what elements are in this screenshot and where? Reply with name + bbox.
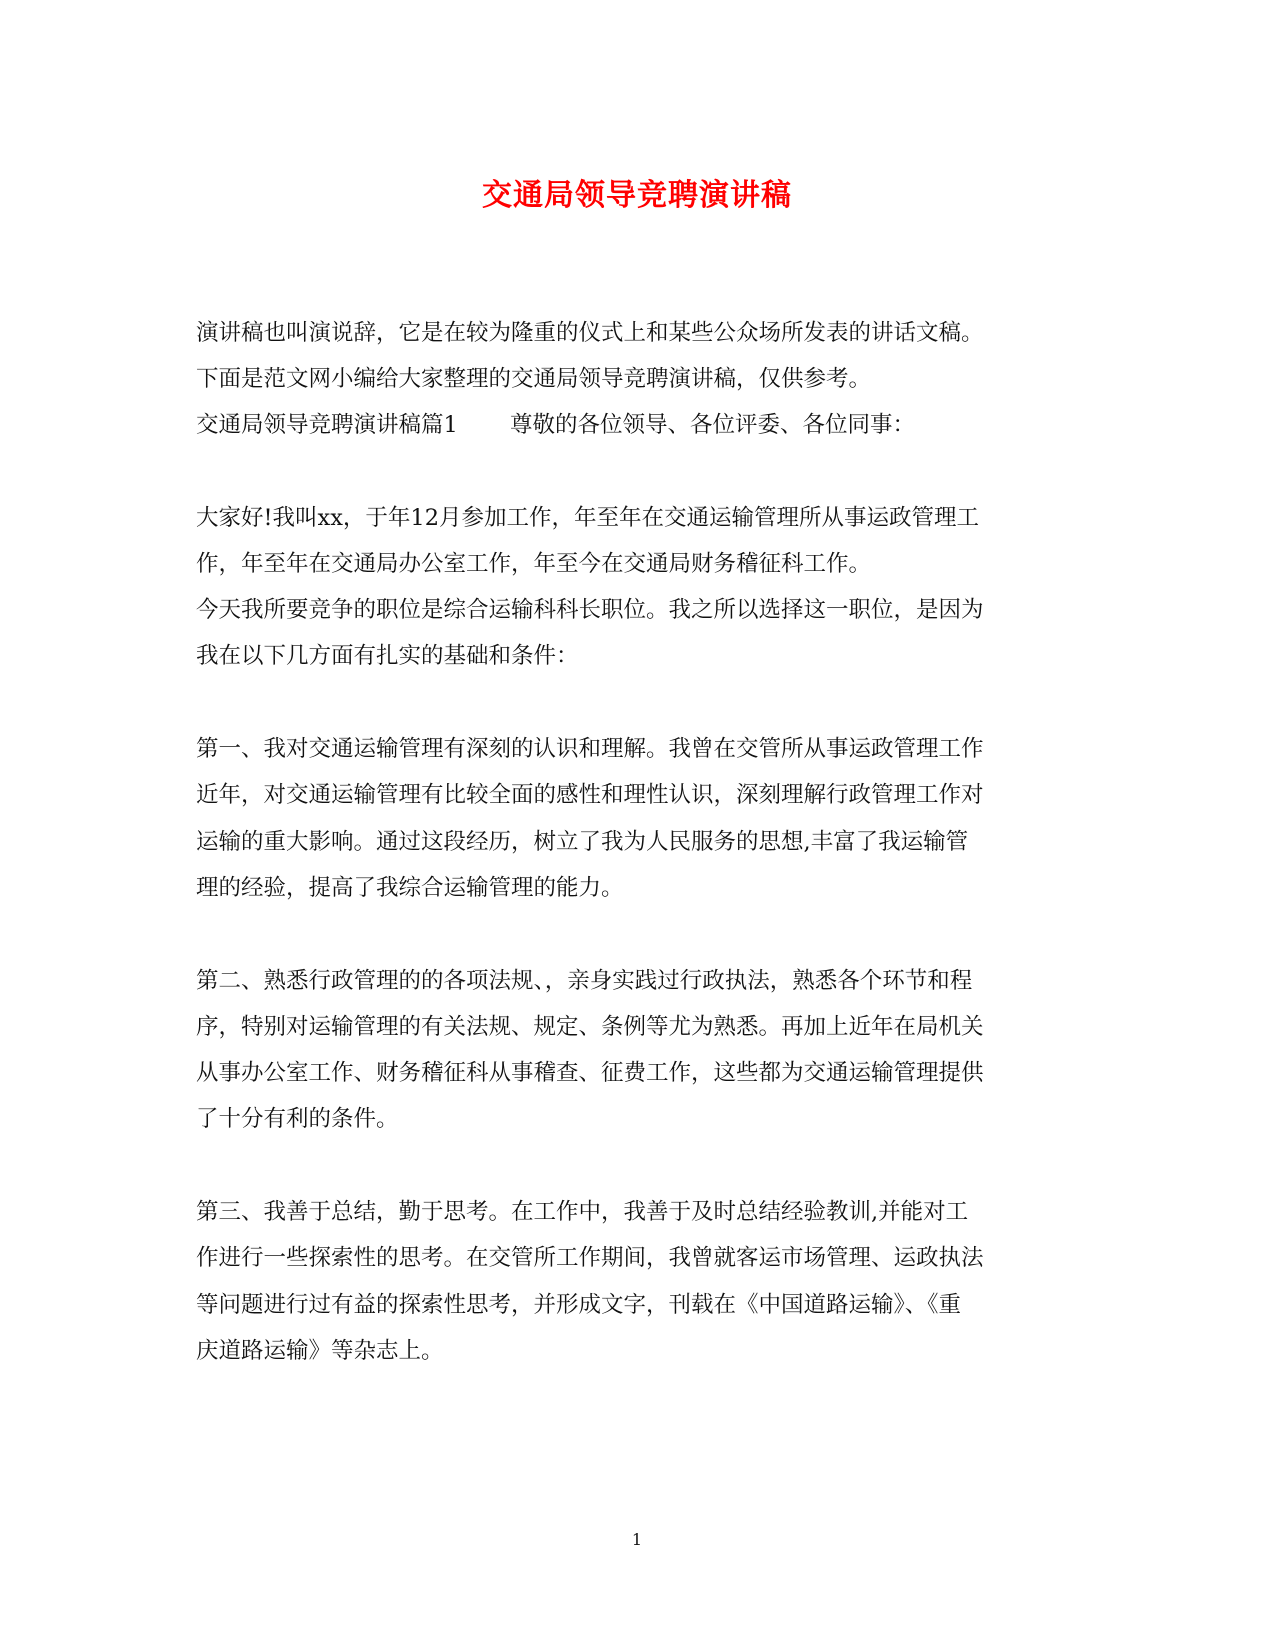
- intro-line-3: 交通局领导竞聘演讲稿篇1 尊敬的各位领导、各位评委、各位同事：: [196, 412, 915, 438]
- intro-line-1: 演讲稿也叫演说辞，它是在较为隆重的仪式上和某些公众场所发表的讲话文稿。: [196, 320, 984, 346]
- paragraph-4-line-3: 等问题进行过有益的探索性思考，并形成文字，刊载在《中国道路运输》、《重: [196, 1292, 962, 1318]
- paragraph-4-line-4: 庆道路运输》等杂志上。: [196, 1338, 444, 1364]
- paragraph-1-line-3: 今天我所要竞争的职位是综合运输科科长职位。我之所以选择这一职位，是因为: [196, 597, 984, 623]
- paragraph-4-line-2: 作进行一些探索性的思考。在交管所工作期间，我曾就客运市场管理、运政执法: [196, 1245, 984, 1271]
- document-title: 交通局领导竞聘演讲稿: [482, 178, 792, 213]
- paragraph-1-line-4: 我在以下几方面有扎实的基础和条件：: [196, 643, 579, 669]
- paragraph-2-line-1: 第一、我对交通运输管理有深刻的认识和理解。我曾在交管所从事运政管理工作: [196, 736, 984, 762]
- page-number: 1: [631, 1530, 643, 1549]
- paragraph-3-line-1: 第二、熟悉行政管理的的各项法规、，亲身实践过行政执法，熟悉各个环节和程: [196, 968, 973, 994]
- paragraph-2-line-2: 近年，对交通运输管理有比较全面的感性和理性认识，深刻理解行政管理工作对: [196, 782, 984, 808]
- paragraph-3-line-3: 从事办公室工作、财务稽征科从事稽查、征费工作，这些都为交通运输管理提供: [196, 1060, 984, 1086]
- intro-line-2: 下面是范文网小编给大家整理的交通局领导竞聘演讲稿，仅供参考。: [196, 366, 872, 392]
- paragraph-1-line-1: 大家好!我叫xx，于年12月参加工作，年至年在交通运输管理所从事运政管理工: [196, 505, 980, 531]
- paragraph-3-line-2: 序，特别对运输管理的有关法规、规定、条例等尤为熟悉。再加上近年在局机关: [196, 1014, 984, 1040]
- paragraph-4-line-1: 第三、我善于总结，勤于思考。在工作中，我善于及时总结经验教训,并能对工: [196, 1199, 969, 1225]
- paragraph-2-line-4: 理的经验，提高了我综合运输管理的能力。: [196, 875, 624, 901]
- paragraph-2-line-3: 运输的重大影响。通过这段经历，树立了我为人民服务的思想,丰富了我运输管: [196, 829, 969, 855]
- paragraph-1-line-2: 作，年至年在交通局办公室工作，年至今在交通局财务稽征科工作。: [196, 551, 872, 577]
- paragraph-3-line-4: 了十分有利的条件。: [196, 1106, 399, 1132]
